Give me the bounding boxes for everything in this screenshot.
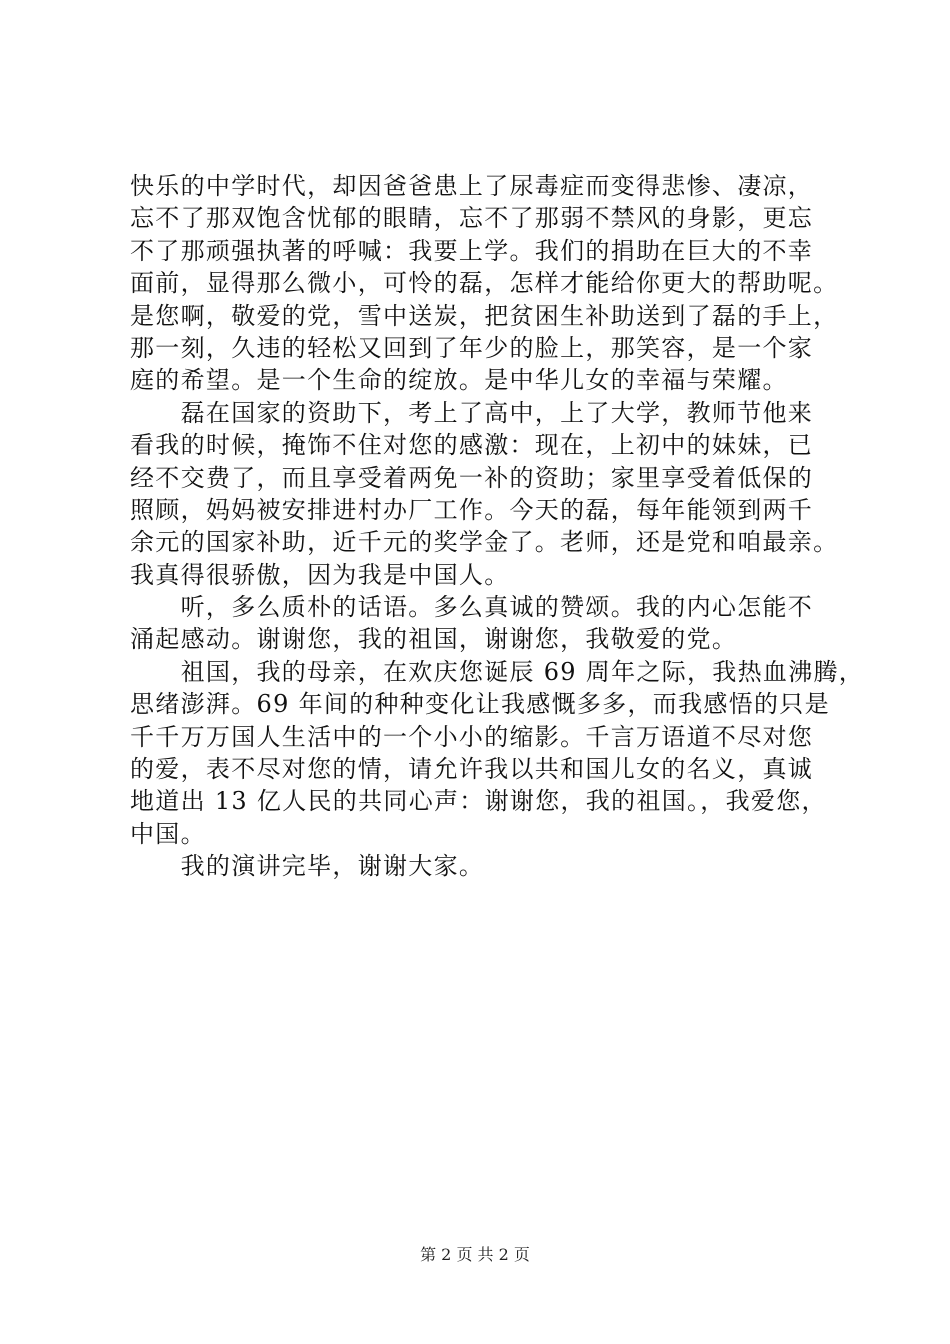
page-number-footer: 第 2 页 共 2 页 <box>420 1245 530 1264</box>
text-line: 我的演讲完毕，谢谢大家。 <box>130 852 485 881</box>
text-line: 涌起感动。谢谢您，我的祖国，谢谢您，我敬爱的党。 <box>130 625 738 654</box>
text-line: 看我的时候，掩饰不住对您的感激：现在，上初中的妹妹，已 <box>130 431 814 460</box>
text-line: 面前，显得那么微小，可怜的磊，怎样才能给你更大的帮助呢。 <box>130 269 839 298</box>
text-line: 地道出 13 亿人民的共同心声：谢谢您，我的祖国。，我爱您， <box>130 787 827 816</box>
text-line: 听，多么质朴的话语。多么真诚的赞颂。我的内心怎能不 <box>130 593 814 622</box>
text-line: 忘不了那双饱含忧郁的眼睛，忘不了那弱不禁风的身影，更忘 <box>130 204 814 233</box>
text-line: 那一刻，久违的轻松又回到了年少的脸上，那笑容，是一个家 <box>130 333 814 362</box>
text-line: 经不交费了，而且享受着两免一补的资助；家里享受着低保的 <box>130 463 814 492</box>
text-line: 快乐的中学时代，却因爸爸患上了尿毒症而变得悲惨、凄凉， <box>130 172 814 200</box>
text-line: 磊在国家的资助下，考上了高中，上了大学，教师节他来 <box>130 398 814 427</box>
document-body <box>130 170 865 883</box>
text-line: 庭的希望。是一个生命的绽放。是中华儿女的幸福与荣耀。 <box>130 366 788 395</box>
text-line: 是您啊，敬爱的党，雪中送炭，把贫困生补助送到了磊的手上， <box>130 301 839 330</box>
text-line: 祖国，我的母亲，在欢庆您诞辰 69 周年之际，我热血沸腾， <box>130 657 865 686</box>
text-line: 不了那顽强执著的呼喊：我要上学。我们的捐助在巨大的不幸 <box>130 236 814 265</box>
text-line: 中国。 <box>130 819 206 848</box>
text-line: 思绪澎湃。69 年间的种种变化让我感慨多多，而我感悟的只是 <box>130 690 830 719</box>
text-line: 照顾，妈妈被安排进村办厂工作。今天的磊，每年能领到两千 <box>130 495 814 524</box>
text-line: 余元的国家补助，近千元的奖学金了。老师，还是党和咱最亲。 <box>130 528 839 557</box>
text-line: 千千万万国人生活中的一个小小的缩影。千言万语道不尽对您 <box>130 722 814 751</box>
text-line: 的爱，表不尽对您的情，请允许我以共和国儿女的名义，真诚 <box>130 755 814 784</box>
text-line: 我真得很骄傲，因为我是中国人。 <box>130 560 510 589</box>
